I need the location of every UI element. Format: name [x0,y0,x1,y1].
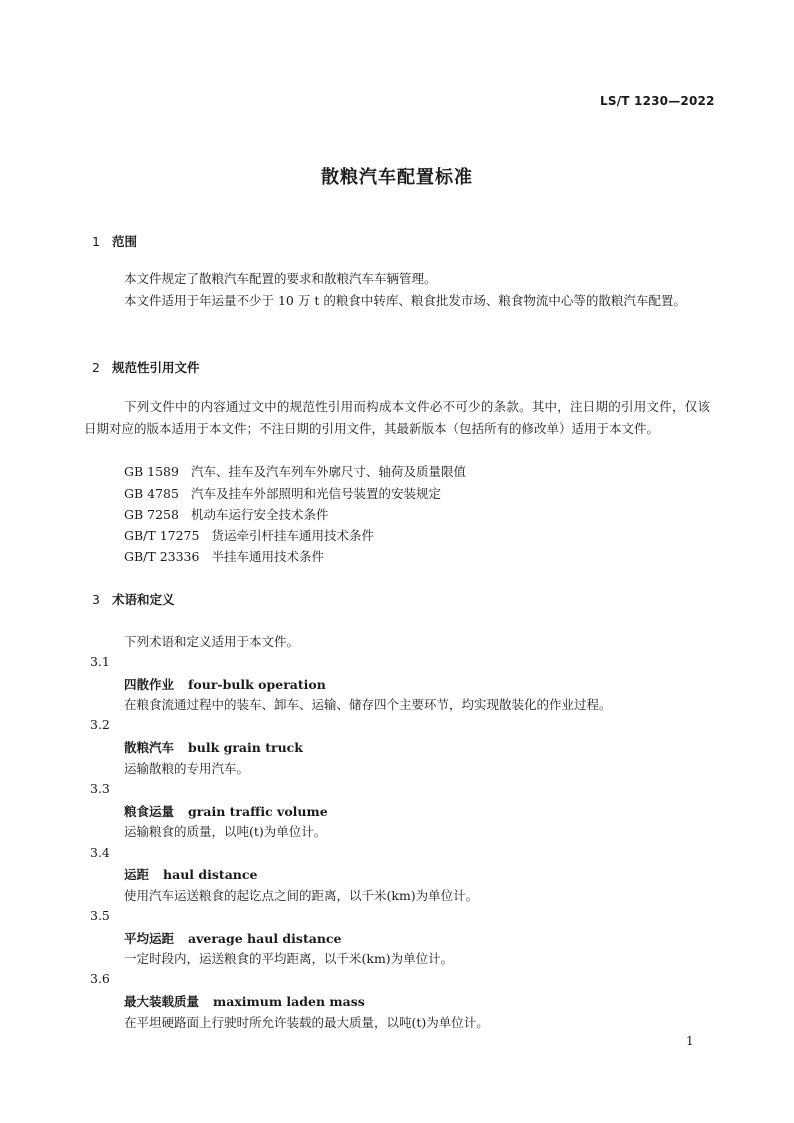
term-definition: 使用汽车运送粮食的起讫点之间的距离，以千米(km)为单位计。 [124,888,479,903]
term-zh: 最大装载质量 [124,994,200,1009]
term-zh: 散粮汽车 [124,740,175,755]
section-title: 规范性引用文件 [112,360,200,375]
clause-number: 3.2 [90,717,110,732]
term-entry [124,675,326,693]
term-definition: 一定时段内，运送粮食的平均距离，以千米(km)为单位计。 [124,951,454,966]
term-entry [124,802,328,820]
reference-item [124,526,374,544]
paragraph: 下列术语和定义适用于本文件。 [124,634,300,649]
clause-number: 3.6 [90,971,110,986]
term-entry [124,992,365,1010]
reference-item [124,484,441,502]
paragraph: 本文件适用于年运量不少于 10 万 t 的粮食中转库、粮食批发市场、粮食物流中心等的散粮汽车配置。 [124,293,686,308]
term-zh: 运距 [124,867,150,882]
clause-number: 3.4 [90,845,110,860]
reference-code: GB/T 17275 [124,528,200,543]
term-definition: 运输粮食的质量，以吨(t)为单位计。 [124,824,327,839]
term-en: grain traffic volume [188,804,328,819]
term-en: average haul distance [188,931,342,946]
term-definition: 在粮食流通过程中的装车、卸车、运输、储存四个主要环节，均实现散装化的作业过程。 [124,697,612,712]
reference-code: GB/T 23336 [124,549,200,564]
section-title: 范围 [112,234,138,249]
section-number: 2 [92,360,100,375]
paragraph: 本文件规定了散粮汽车配置的要求和散粮汽车车辆管理。 [124,271,437,286]
section-title: 术语和定义 [112,592,175,607]
reference-item [124,505,328,523]
term-entry [124,738,303,756]
section-heading-scope [92,232,137,250]
term-en: haul distance [163,867,258,882]
term-en: four-bulk operation [188,677,326,692]
reference-name: 汽车及挂车外部照明和光信号装置的安装规定 [190,486,441,501]
clause-number: 3.3 [90,781,110,796]
section-number: 1 [92,234,100,249]
term-definition: 在平坦硬路面上行驶时所允许装载的最大质量，以吨(t)为单位计。 [124,1015,489,1030]
reference-name: 汽车、挂车及汽车列车外廓尺寸、轴荷及质量限值 [190,464,466,479]
reference-name: 货运牵引杆挂车通用技术条件 [211,528,374,543]
page-number: 1 [686,1034,694,1048]
term-definition: 运输散粮的专用汽车。 [124,761,250,776]
section-heading-normative-references [92,358,200,376]
reference-code: GB 1589 [124,464,179,479]
term-entry [124,865,257,883]
reference-name: 机动车运行安全技术条件 [190,507,329,522]
term-en: bulk grain truck [188,740,303,755]
term-zh: 平均运距 [124,931,175,946]
section-number: 3 [92,592,100,607]
term-en: maximum laden mass [213,994,365,1009]
document-title: 散粮汽车配置标准 [321,167,473,188]
reference-code: GB 4785 [124,486,179,501]
term-zh: 粮食运量 [124,804,175,819]
term-entry [124,929,342,947]
reference-code: GB 7258 [124,507,179,522]
clause-number: 3.5 [90,908,110,923]
paragraph: 下列文件中的内容通过文中的规范性引用而构成本文件必不可少的条款。其中，注日期的引用文件，仅该日期对应的版本适用于本文件；不注日期的引用文件，其最新版本（包括所有的修改单）适用于本文件。 [84,399,710,436]
section-heading-terms-and-definitions [92,590,175,608]
reference-name: 半挂车通用技术条件 [211,549,324,564]
reference-item [124,547,324,565]
clause-number: 3.1 [90,654,110,669]
term-zh: 四散作业 [124,677,175,692]
reference-item [124,462,466,480]
standard-code: LS/T 1230—2022 [600,94,715,108]
